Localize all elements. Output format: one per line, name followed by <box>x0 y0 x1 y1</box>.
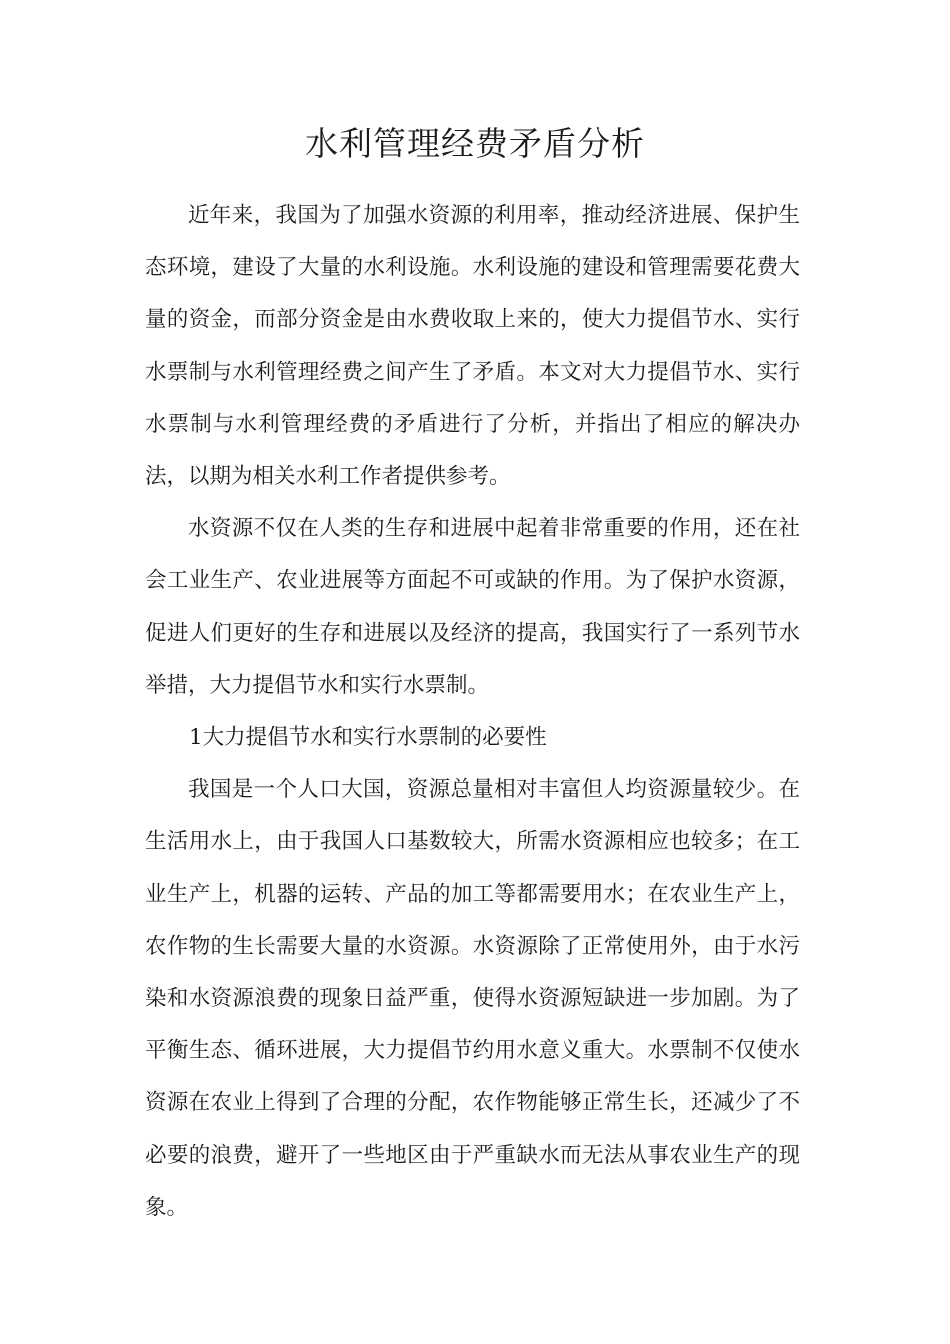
section-heading: 1大力提倡节水和实行水票制的必要性 <box>189 725 547 751</box>
section-paragraph: 我国是一个人口大国，资源总量相对丰富但人均资源量较少。在生活用水上，由于我国人口基数较大，所需水资源相应也较多；在工业生产上，机器的运转、产品的加工等都需要用水；在农业生产上，农作物的生长需要大量的水资源。水资源除了正常使用外，由于水污染和水资源浪费的现象日益严重，使得水资源短缺进一步加剧。为了平衡生态、循环进展，大力提倡节约用水意义重大。水票制不仅使水资源在农业上得到了合理的分配，农作物能够正常生长，还减少了不必要的浪费，避开了一些地区由于严重缺水而无法从事农业生产的现象。 <box>145 777 800 1220</box>
document-body <box>145 190 800 1234</box>
background-paragraph: 水资源不仅在人类的生存和进展中起着非常重要的作用，还在社会工业生产、农业进展等方面起不可或缺的作用。为了保护水资源，促进人们更好的生存和进展以及经济的提高，我国实行了一系列节水举措，大力提倡节水和实行水票制。 <box>145 516 800 698</box>
intro-paragraph: 近年来，我国为了加强水资源的利用率，推动经济进展、保护生态环境，建设了大量的水利设施。水利设施的建设和管理需要花费大量的资金，而部分资金是由水费收取上来的，使大力提倡节水、实行水票制与水利管理经费之间产生了矛盾。本文对大力提倡节水、实行水票制与水利管理经费的矛盾进行了分析，并指出了相应的解决办法，以期为相关水利工作者提供参考。 <box>145 203 800 490</box>
document-title: 水利管理经费矛盾分析 <box>305 124 645 163</box>
